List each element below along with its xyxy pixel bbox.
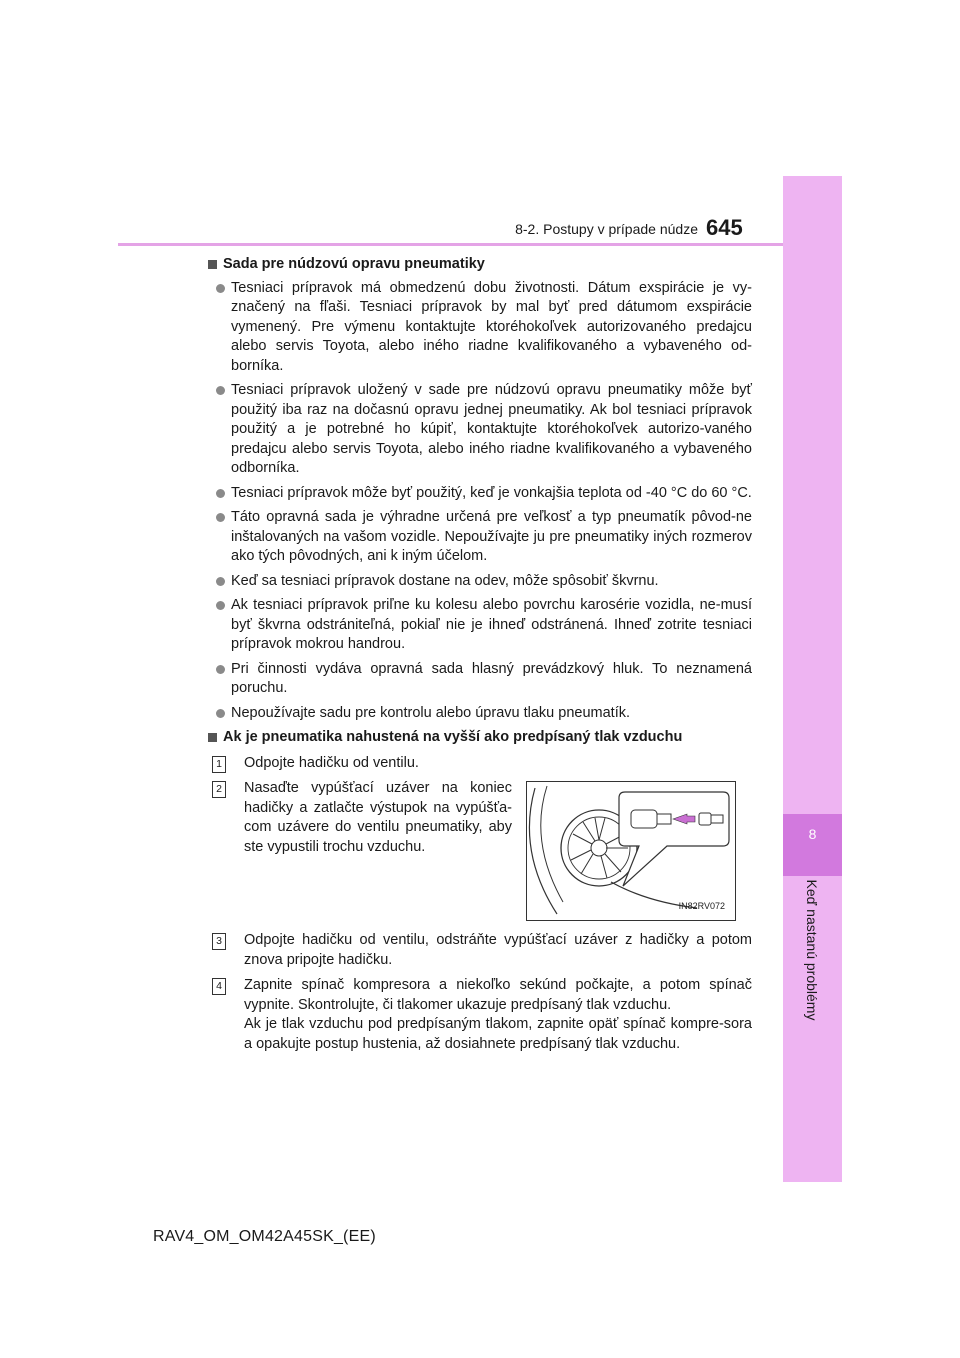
header-rule [118, 243, 783, 246]
page-number: 645 [706, 215, 743, 240]
step-item-with-figure [208, 779, 752, 921]
list-item-text: Nepoužívajte sadu pre kontrolu alebo úpravu tlaku pneumatík. [231, 704, 630, 721]
list-item-text: Tesniaci prípravok uložený v sade pre núdzovú opravu pneumatiky môže byť použitý iba raz na dočasnú opravu jednej pneumatiky. Ak bol tesniaci prípravok použitý a je potrebné ho kúpiť, kontaktujte ktoréhokoľvek autorizo-vaného predajcu alebo servis Toyota, alebo iného riadne kvalifikovaného a vybaveného odborníka. [231, 382, 752, 476]
list-item-text: Pri činnosti vydáva opravná sada hlasný prevádzkový hluk. To neznamená poruchu. [231, 660, 752, 696]
bullet-dot-icon [216, 386, 225, 395]
step-item [208, 779, 512, 921]
step-number-badge: 2 [212, 781, 226, 798]
step-item [208, 931, 752, 970]
list-item [208, 484, 752, 504]
heading-text: Sada pre núdzovú opravu pneumatiky [223, 256, 485, 272]
list-item-text: Tesniaci prípravok má obmedzenú dobu životnosti. Dátum exspirácie je vy-značený na fľaši. Tesniaci prípravok by mal byť pred dátumom exspirácie vymenený. Pre výmenu kontaktujte ktoréhokoľvek autorizovaného predajcu alebo servis Toyota, alebo iného riadne kvalifikovaného a vybaveného od-borníka. [231, 279, 752, 374]
step-item [208, 754, 752, 774]
heading-text: Ak je pneumatika nahustená na vyšší ako predpísaný tlak vzduchu [223, 729, 683, 745]
bullet-dot-icon [216, 709, 225, 718]
list-item-text: Tesniaci prípravok môže byť použitý, keď je vonkajšia teplota od -40 °C do 60 °C. [231, 484, 752, 501]
square-bullet-icon [208, 260, 217, 269]
section-heading-repair-kit [208, 255, 752, 275]
step-number-badge: 4 [212, 978, 226, 995]
step-item [208, 976, 752, 1054]
step-text: Zapnite spínač kompresora a niekoľko sekúnd počkajte, a potom spínač vypnite. Skontrolujte, či tlakomer ukazuje predpísaný tlak vzduchu. Ak je tlak vzduchu pod predpísaným tlakom, zapnite opäť spínač kompre-sora a opakujte postup hustenia, až dosiahnete predpísaný tlak vzduchu. [244, 977, 752, 1052]
section-title: 8-2. Postupy v prípade núdze [515, 221, 698, 237]
page-content [208, 255, 752, 1060]
figure-code: IN82RV072 [678, 900, 725, 911]
document-code: RAV4_OM_OM42A45SK_(EE) [153, 1228, 376, 1245]
list-item-text: Ak tesniaci prípravok priľne ku kolesu alebo povrchu karosérie vozidla, ne-musí byť škvrna odstrániteľná, pokiaľ nie je ihneď odstránená. Ihneď zotrite tesniaci prípravok mokrou handrou. [231, 597, 752, 652]
step-text: Odpojte hadičku od ventilu, odstráňte vypúšťací uzáver z hadičky a potom znova pripojte hadičku. [244, 932, 752, 968]
chapter-title: Keď nastanú problémy [804, 879, 820, 1021]
chapter-side-tab [783, 176, 842, 1182]
bullet-dot-icon [216, 284, 225, 293]
square-bullet-icon [208, 733, 217, 742]
step-text: Nasaďte vypúšťací uzáver na koniec hadičky a zatlačte výstupok na vypúšťa-com uzávere do ventilu pneumatiky, aby ste vypustili trochu vzduchu. [244, 780, 512, 855]
section-heading-overinflated [208, 728, 752, 748]
valve-illustration [526, 781, 736, 921]
bullet-dot-icon [216, 489, 225, 498]
bullet-dot-icon [216, 577, 225, 586]
bullet-dot-icon [216, 601, 225, 610]
bullet-dot-icon [216, 513, 225, 522]
step-number-badge: 3 [212, 933, 226, 950]
step-number-badge: 1 [212, 756, 226, 773]
list-item [208, 660, 752, 699]
list-item [208, 381, 752, 479]
list-item [208, 508, 752, 567]
list-item [208, 596, 752, 655]
step-text: Odpojte hadičku od ventilu. [244, 754, 419, 771]
bullet-dot-icon [216, 665, 225, 674]
list-item [208, 704, 752, 724]
chapter-side-tab-active [783, 814, 842, 876]
chapter-number: 8 [808, 826, 817, 842]
list-item-text: Keď sa tesniaci prípravok dostane na odev, môže spôsobiť škvrnu. [231, 572, 659, 589]
list-item-text: Táto opravná sada je výhradne určená pre veľkosť a typ pneumatík pôvod-ne inštalovaných na vašom vozidle. Nepoužívajte ju pre pneumatiky iných rozmerov ako tých pôvodných, ani k iným účelom. [231, 509, 752, 564]
list-item [208, 572, 752, 592]
list-item [208, 279, 752, 377]
